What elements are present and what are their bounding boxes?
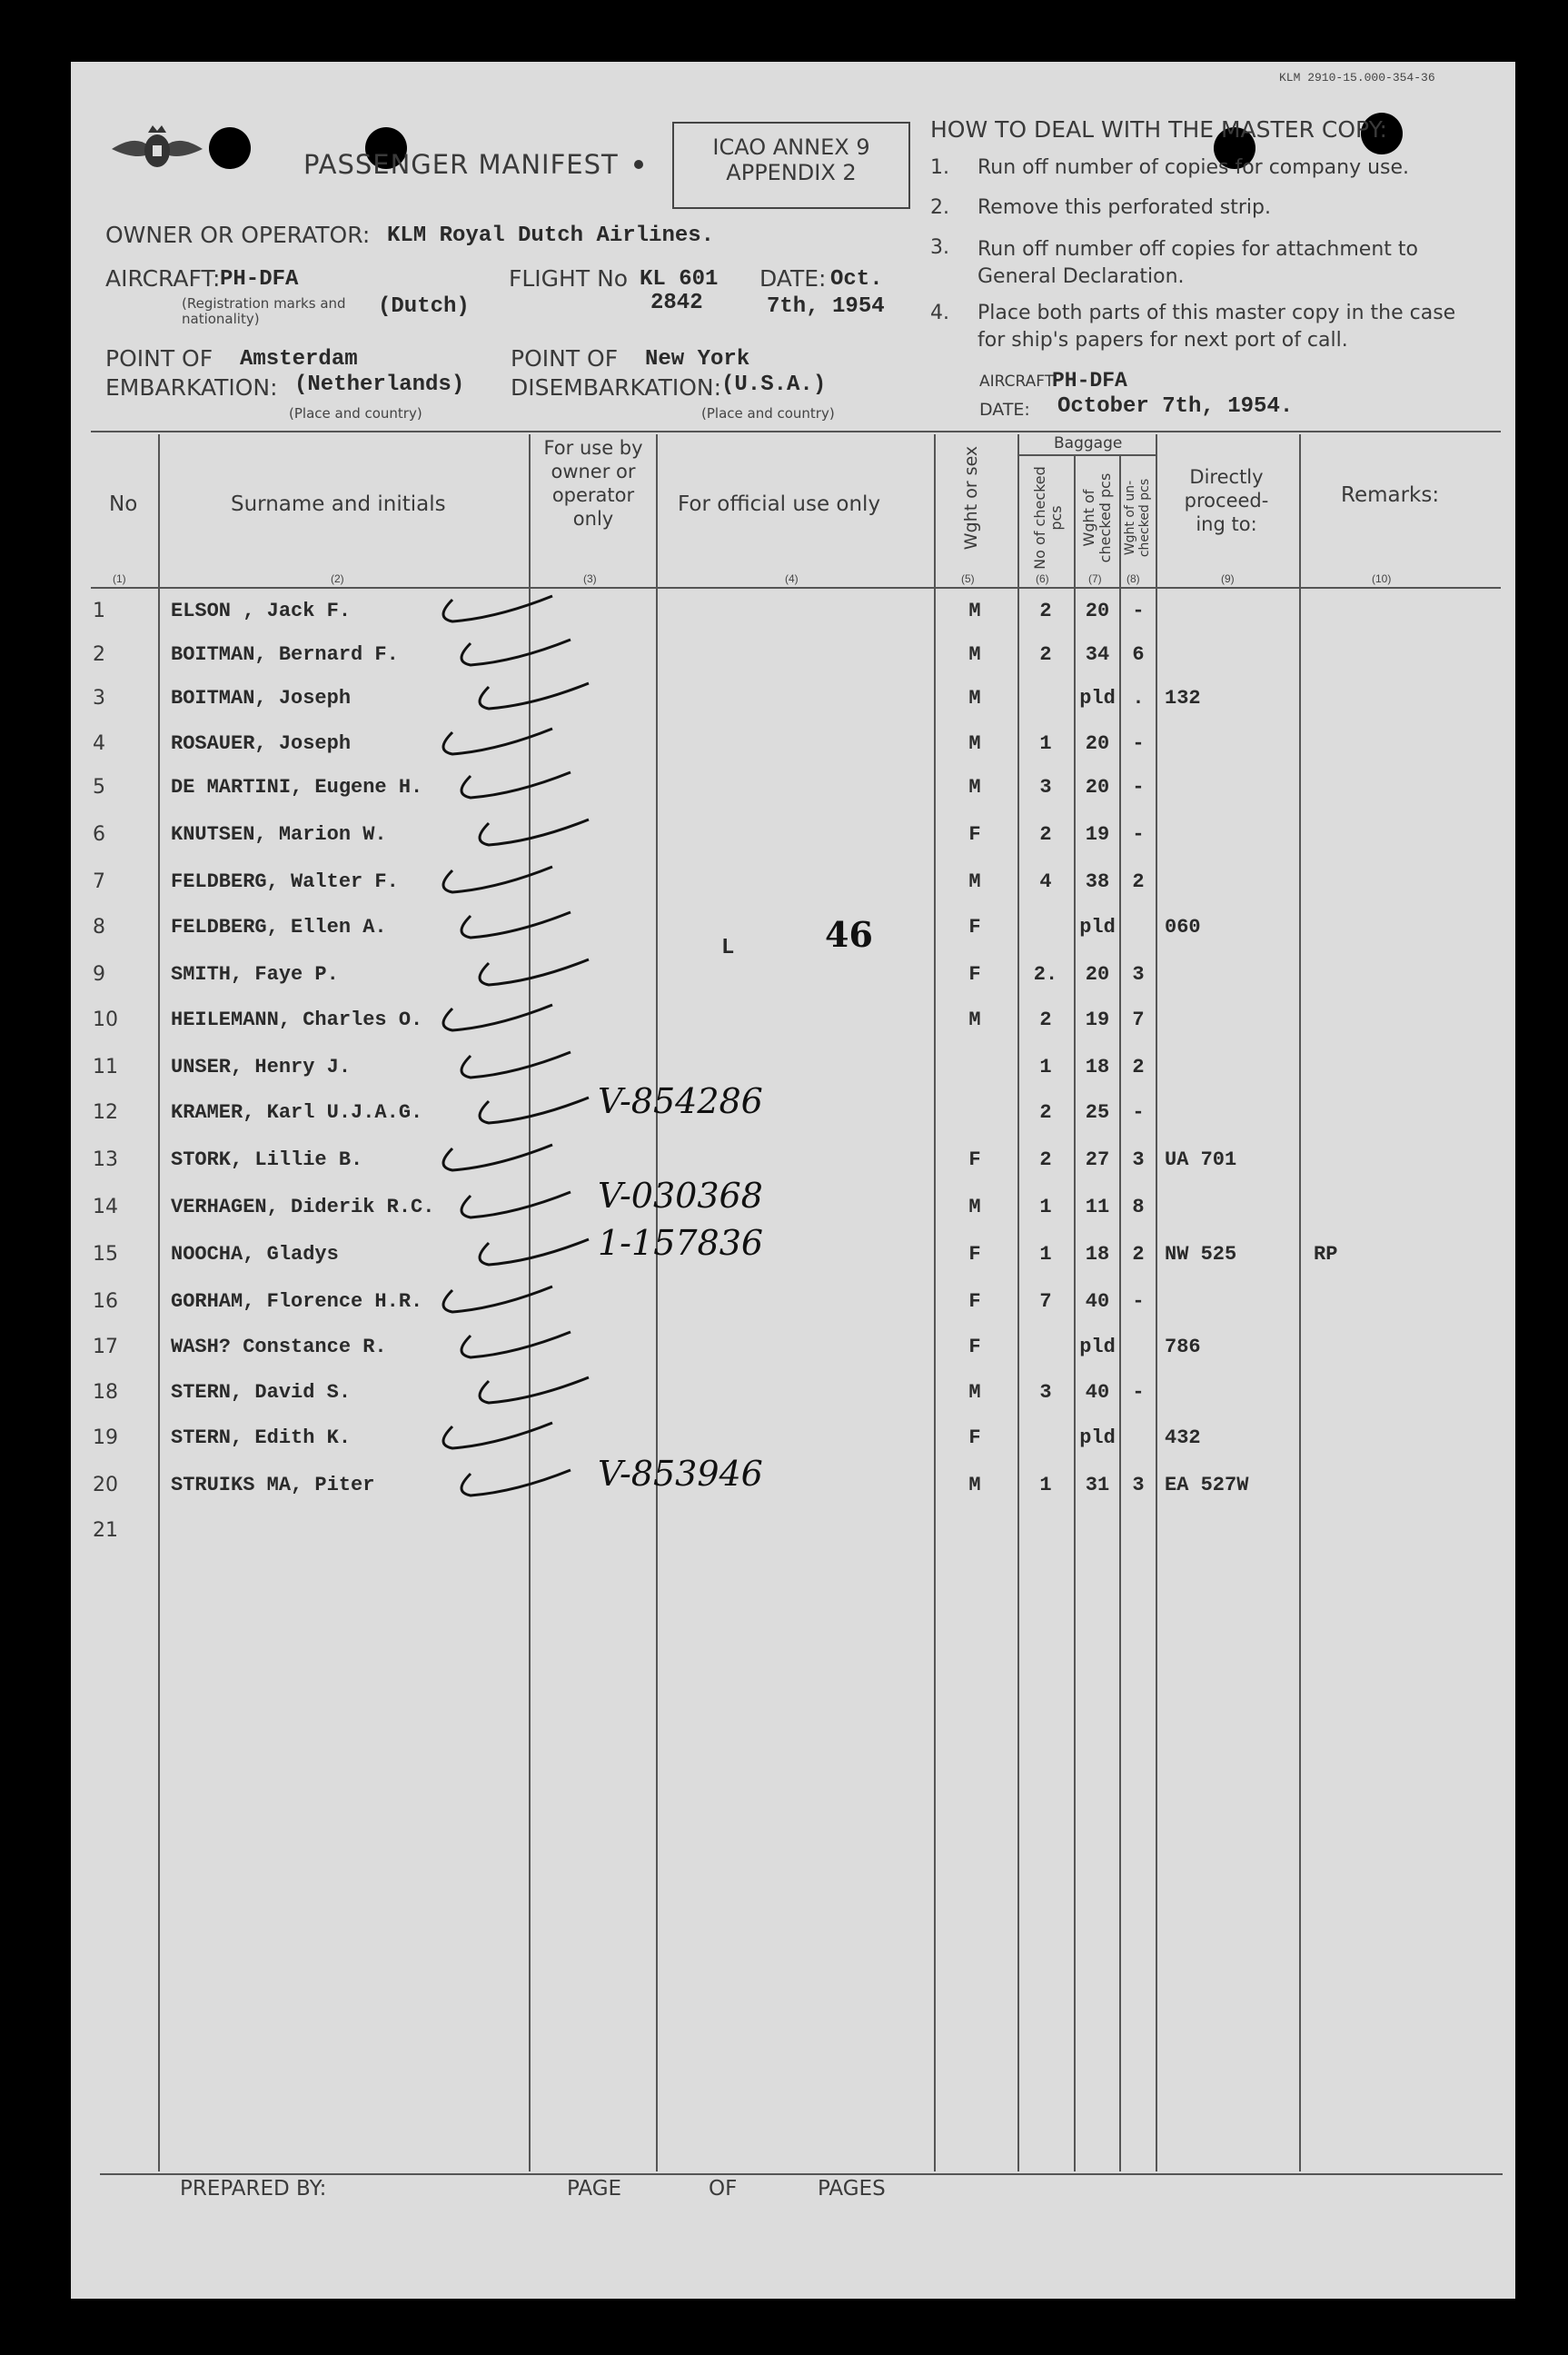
instruction-text-1: Run off number of copies for company use. [978, 156, 1410, 179]
checked-pieces: 7 [1039, 1290, 1052, 1313]
row-number: 9 [93, 963, 105, 986]
owner-label: OWNER OR OPERATOR: [105, 222, 371, 248]
row-number: 19 [93, 1426, 118, 1449]
passenger-sex: M [968, 1474, 981, 1496]
embark-label-2: EMBARKATION: [105, 374, 278, 401]
checked-pieces: 2 [1039, 600, 1052, 622]
checked-pieces: 4 [1039, 870, 1052, 893]
row-number: 17 [93, 1336, 118, 1358]
disembark-label-2: DISEMBARKATION: [511, 374, 722, 401]
checked-pieces: 2. [1033, 963, 1058, 986]
col-header-owner-use: For use by owner or operator only [543, 437, 643, 530]
checked-weight: 18 [1085, 1243, 1110, 1266]
col-divider [1156, 434, 1157, 2171]
checked-weight: pld [1079, 916, 1116, 939]
handwritten-passport-number: 1-157836 [598, 1223, 764, 1263]
passenger-sex: M [968, 776, 981, 799]
instruction-num-2: 2. [930, 196, 949, 219]
row-number: 13 [93, 1148, 118, 1171]
check-mark-icon [471, 1372, 598, 1408]
passenger-name: DE MARTINI, Eugene H. [171, 776, 423, 799]
handwritten-passport-number: V-853946 [598, 1454, 763, 1494]
passenger-sex: F [968, 1426, 981, 1449]
footer-rule [100, 2173, 1503, 2175]
check-mark-icon [434, 999, 561, 1036]
col-num-1: (1) [113, 572, 126, 585]
passenger-sex: F [968, 1336, 981, 1358]
unchecked-weight: - [1132, 823, 1145, 846]
checked-weight: 40 [1085, 1290, 1110, 1313]
check-mark-icon [434, 723, 561, 760]
check-mark-icon [471, 814, 598, 850]
row-number: 20 [93, 1474, 118, 1496]
destination: NW 525 [1165, 1243, 1237, 1266]
destination: 060 [1165, 916, 1201, 939]
col-header-sex: Wght or sex [961, 445, 981, 551]
passenger-name: ELSON , Jack F. [171, 600, 352, 622]
checked-pieces: 2 [1039, 1148, 1052, 1171]
col-num-9: (9) [1221, 572, 1235, 585]
passenger-name: STERN, Edith K. [171, 1426, 352, 1449]
passenger-name: STERN, David S. [171, 1381, 352, 1404]
passenger-sex: M [968, 870, 981, 893]
passenger-name: STRUIKS MA, Piter [171, 1474, 375, 1496]
nationality-value: (Dutch) [378, 294, 470, 319]
check-mark-icon [434, 1281, 561, 1317]
checked-weight: 20 [1085, 732, 1110, 755]
embark-value-1: Amsterdam [240, 347, 358, 372]
unchecked-weight: 3 [1132, 963, 1145, 986]
stamp-number: 46 [825, 914, 873, 955]
embark-label-1: POINT OF [105, 345, 213, 372]
flight-value: KL 601 [640, 267, 719, 292]
remarks: RP [1314, 1243, 1338, 1266]
passenger-name: HEILEMANN, Charles O. [171, 1009, 423, 1031]
unchecked-weight: 2 [1132, 1243, 1145, 1266]
owner-value: KLM Royal Dutch Airlines. [387, 224, 715, 248]
unchecked-weight: - [1132, 1381, 1145, 1404]
prepared-by-label: PREPARED BY: [180, 2177, 327, 2201]
passenger-sex: F [968, 963, 981, 986]
unchecked-weight: - [1132, 600, 1145, 622]
row-number: 18 [93, 1381, 118, 1404]
passenger-sex: F [968, 1290, 981, 1313]
registration-note: (Registration marks and nationality) [182, 295, 346, 327]
icao-line-1: ICAO ANNEX 9 [712, 134, 870, 160]
row-number: 4 [93, 732, 105, 755]
checked-weight: pld [1079, 1426, 1116, 1449]
stamp-mark: L [721, 936, 735, 960]
flight-sub: 2842 [650, 291, 703, 315]
handwritten-passport-number: V-030368 [598, 1176, 763, 1216]
row-number: 5 [93, 776, 105, 799]
checked-weight: 25 [1085, 1101, 1110, 1124]
checked-weight: 19 [1085, 1009, 1110, 1031]
col-divider [1074, 454, 1076, 2171]
disembark-value-2: (U.S.A.) [721, 373, 827, 397]
passenger-sex: M [968, 1009, 981, 1031]
passenger-name: STORK, Lillie B. [171, 1148, 363, 1171]
passenger-name: KRAMER, Karl U.J.A.G. [171, 1101, 423, 1124]
col-header-remarks: Remarks: [1341, 483, 1440, 507]
bullet-dot [634, 160, 643, 169]
row-number: 1 [93, 600, 105, 622]
passenger-sex: F [968, 1148, 981, 1171]
instruction-text-3: Run off number off copies for attachment to General Declaration. [978, 238, 1418, 288]
unchecked-weight: - [1132, 1101, 1145, 1124]
checked-pieces: 3 [1039, 776, 1052, 799]
col-divider [934, 434, 936, 2171]
icao-box [672, 122, 910, 209]
checked-weight: pld [1079, 687, 1116, 710]
passenger-sex: F [968, 1243, 981, 1266]
unchecked-weight: - [1132, 776, 1145, 799]
unchecked-weight: 6 [1132, 643, 1145, 666]
row-number: 6 [93, 823, 105, 846]
col-header-wght-checked: Wght of checked pcs [1080, 472, 1114, 563]
col-num-2: (2) [331, 572, 344, 585]
row-number: 21 [93, 1519, 118, 1542]
checked-pieces: 1 [1039, 1243, 1052, 1266]
right-aircraft-label: AIRCRAFT: [979, 373, 1057, 391]
header-bottom-rule [91, 587, 1501, 589]
unchecked-weight: 8 [1132, 1196, 1145, 1218]
place-country-note-2: (Place and country) [701, 405, 835, 422]
destination: 786 [1165, 1336, 1201, 1358]
passenger-name: VERHAGEN, Diderik R.C. [171, 1196, 435, 1218]
checked-pieces: 1 [1039, 1474, 1052, 1496]
page-title: PASSENGER MANIFEST [303, 149, 619, 180]
punch-hole [209, 127, 251, 169]
row-number: 3 [93, 687, 105, 710]
disembark-label-1: POINT OF [511, 345, 619, 372]
instruction-text-4: Place both parts of this master copy in the case for ship's papers for next port of call. [978, 302, 1456, 352]
row-number: 14 [93, 1196, 118, 1218]
checked-weight: 34 [1085, 643, 1110, 666]
col-num-3: (3) [583, 572, 597, 585]
unchecked-weight: 3 [1132, 1148, 1145, 1171]
passenger-name: KNUTSEN, Marion W. [171, 823, 387, 846]
row-number: 10 [93, 1009, 118, 1031]
passenger-name: UNSER, Henry J. [171, 1056, 352, 1078]
col-header-directly: Directly proceed-ing to: [1184, 466, 1269, 535]
col-header-wght-unchecked: Wght of un-checked pcs [1123, 478, 1152, 558]
passenger-sex: M [968, 687, 981, 710]
passenger-sex: M [968, 732, 981, 755]
checked-pieces: 1 [1039, 1196, 1052, 1218]
checked-pieces: 2 [1039, 643, 1052, 666]
col-num-7: (7) [1088, 572, 1102, 585]
passenger-sex: F [968, 916, 981, 939]
passenger-name: SMITH, Faye P. [171, 963, 339, 986]
place-country-note-1: (Place and country) [289, 405, 422, 422]
date-value-2: 7th, 1954 [767, 294, 885, 319]
checked-weight: 40 [1085, 1381, 1110, 1404]
checked-weight: 19 [1085, 823, 1110, 846]
col-num-8: (8) [1126, 572, 1140, 585]
aircraft-label: AIRCRAFT: [105, 265, 221, 292]
unchecked-weight: 3 [1132, 1474, 1145, 1496]
unchecked-weight: 2 [1132, 1056, 1145, 1078]
embark-value-2: (Netherlands) [294, 373, 465, 397]
col-num-4: (4) [785, 572, 799, 585]
check-mark-icon [434, 1139, 561, 1176]
klm-crown-logo-icon [107, 122, 207, 176]
checked-weight: 38 [1085, 870, 1110, 893]
row-number: 8 [93, 916, 105, 939]
checked-pieces: 2 [1039, 1101, 1052, 1124]
instruction-text-2: Remove this perforated strip. [978, 196, 1272, 219]
passenger-name: BOITMAN, Bernard F. [171, 643, 399, 666]
checked-weight: 20 [1085, 600, 1110, 622]
check-mark-icon [471, 678, 598, 714]
unchecked-weight: 7 [1132, 1009, 1145, 1031]
right-aircraft-value: PH-DFA [1052, 369, 1127, 392]
col-header-baggage: Baggage [1054, 434, 1123, 452]
baggage-rule [1017, 454, 1156, 456]
unchecked-weight: 2 [1132, 870, 1145, 893]
unchecked-weight: . [1132, 687, 1145, 710]
passenger-sex: M [968, 600, 981, 622]
checked-weight: 27 [1085, 1148, 1110, 1171]
passenger-name: WASH? Constance R. [171, 1336, 387, 1358]
check-mark-icon [471, 1092, 598, 1128]
checked-weight: 31 [1085, 1474, 1110, 1496]
instruction-num-4: 4. [930, 302, 949, 324]
unchecked-weight: - [1132, 732, 1145, 755]
col-num-10: (10) [1372, 572, 1392, 585]
flight-label: FLIGHT No [509, 265, 629, 292]
right-date-label: DATE: [979, 400, 1030, 420]
checked-pieces: 2 [1039, 823, 1052, 846]
col-num-5: (5) [961, 572, 975, 585]
checked-weight: pld [1079, 1336, 1116, 1358]
checked-pieces: 2 [1039, 1009, 1052, 1031]
passenger-sex: F [968, 823, 981, 846]
row-number: 2 [93, 643, 105, 666]
destination: EA 527W [1165, 1474, 1249, 1496]
page-label: PAGE [567, 2177, 622, 2201]
disembark-value-1: New York [645, 347, 750, 372]
row-number: 15 [93, 1243, 118, 1266]
row-number: 7 [93, 870, 105, 893]
check-mark-icon [452, 634, 580, 671]
check-mark-icon [452, 907, 580, 943]
instruction-num-1: 1. [930, 156, 949, 179]
date-label: DATE: [759, 265, 827, 292]
checked-weight: 18 [1085, 1056, 1110, 1078]
passenger-name: FELDBERG, Walter F. [171, 870, 399, 893]
passenger-name: FELDBERG, Ellen A. [171, 916, 387, 939]
check-mark-icon [471, 1234, 598, 1270]
col-divider [1299, 434, 1301, 2171]
form-code: KLM 2910-15.000-354-36 [1279, 71, 1435, 84]
passenger-sex: M [968, 1196, 981, 1218]
col-divider [158, 434, 160, 2171]
col-header-official: For official use only [678, 492, 881, 516]
col-header-no: No [109, 492, 138, 516]
handwritten-passport-number: V-854286 [598, 1081, 763, 1121]
aircraft-value: PH-DFA [220, 267, 299, 292]
check-mark-icon [452, 1047, 580, 1083]
pages-label: PAGES [818, 2177, 886, 2201]
instructions-heading: HOW TO DEAL WITH THE MASTER COPY: [930, 116, 1387, 143]
passenger-sex: M [968, 643, 981, 666]
checked-weight: 20 [1085, 963, 1110, 986]
check-mark-icon [434, 861, 561, 898]
unchecked-weight: - [1132, 1290, 1145, 1313]
row-number: 11 [93, 1056, 118, 1078]
check-mark-icon [434, 1417, 561, 1454]
destination: 432 [1165, 1426, 1201, 1449]
passenger-sex: M [968, 1381, 981, 1404]
manifest-page [71, 62, 1515, 2299]
destination: 132 [1165, 687, 1201, 710]
check-mark-icon [452, 1465, 580, 1501]
passenger-name: NOOCHA, Gladys [171, 1243, 339, 1266]
checked-pieces: 3 [1039, 1381, 1052, 1404]
passenger-name: ROSAUER, Joseph [171, 732, 352, 755]
check-mark-icon [452, 1187, 580, 1223]
col-num-6: (6) [1036, 572, 1049, 585]
date-value-1: Oct. [830, 267, 883, 292]
passenger-name: BOITMAN, Joseph [171, 687, 352, 710]
row-number: 12 [93, 1101, 118, 1124]
check-mark-icon [471, 954, 598, 990]
checked-pieces: 1 [1039, 732, 1052, 755]
table-top-rule [91, 431, 1501, 432]
check-mark-icon [434, 591, 561, 627]
checked-pieces: 1 [1039, 1056, 1052, 1078]
checked-weight: 11 [1085, 1196, 1110, 1218]
row-number: 16 [93, 1290, 118, 1313]
of-label: OF [709, 2177, 738, 2201]
icao-line-2: APPENDIX 2 [726, 160, 857, 185]
instruction-num-3: 3. [930, 236, 949, 259]
checked-weight: 20 [1085, 776, 1110, 799]
check-mark-icon [452, 767, 580, 803]
right-date-value: October 7th, 1954. [1057, 394, 1294, 419]
col-header-no-checked: No of checked pcs [1031, 466, 1065, 570]
destination: UA 701 [1165, 1148, 1237, 1171]
passenger-name: GORHAM, Florence H.R. [171, 1290, 423, 1313]
col-divider [1119, 454, 1121, 2171]
check-mark-icon [452, 1327, 580, 1363]
col-divider [656, 434, 658, 2171]
col-header-surname: Surname and initials [231, 492, 446, 516]
